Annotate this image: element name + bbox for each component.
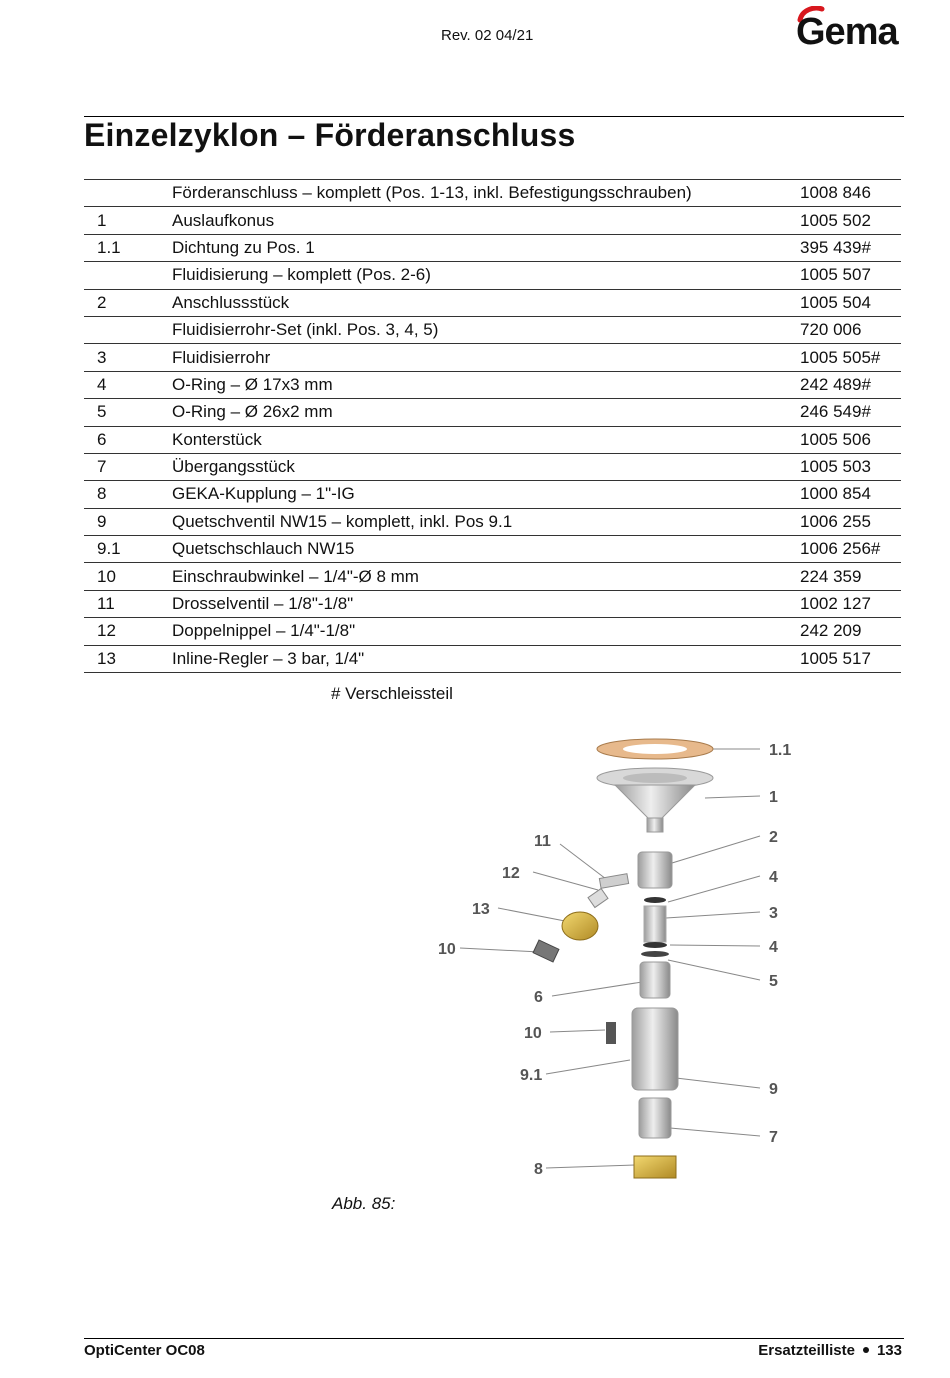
part-position: 5 xyxy=(97,402,107,422)
footer-rule xyxy=(84,1338,904,1339)
counter-piece-part xyxy=(640,962,670,998)
figure-callout-label: 4 xyxy=(769,869,778,886)
table-row xyxy=(84,262,901,289)
part-article-number: 1005 503 xyxy=(800,457,871,477)
part-article-number: 1006 256# xyxy=(800,539,881,559)
figure-callout-label: 6 xyxy=(534,989,543,1006)
part-article-number: 246 549# xyxy=(800,402,871,422)
part-article-number: 1002 127 xyxy=(800,594,871,614)
part-description: Quetschschlauch NW15 xyxy=(172,539,355,559)
table-row xyxy=(84,618,901,645)
part-description: Fluidisierrohr-Set (inkl. Pos. 3, 4, 5) xyxy=(172,320,439,340)
part-description: Fluidisierung – komplett (Pos. 2-6) xyxy=(172,265,431,285)
throttle-valve-part xyxy=(599,874,628,889)
part-position: 9 xyxy=(97,511,107,531)
geka-coupling-part xyxy=(634,1156,676,1178)
part-description: Dichtung zu Pos. 1 xyxy=(172,237,315,257)
part-description: Übergangsstück xyxy=(172,457,295,477)
part-position: 1.1 xyxy=(97,237,121,257)
table-row xyxy=(84,426,901,453)
fluidising-tube-part xyxy=(644,906,666,942)
part-position: 7 xyxy=(97,457,107,477)
part-description: Inline-Regler – 3 bar, 1/4" xyxy=(172,648,365,668)
part-article-number: 720 006 xyxy=(800,320,862,340)
part-position: 9.1 xyxy=(97,539,121,559)
part-article-number: 1005 507 xyxy=(800,265,871,285)
part-position xyxy=(84,180,172,207)
figure-callout-label: 9 xyxy=(769,1081,778,1098)
figure-callout-label: 9.1 xyxy=(520,1067,543,1084)
revision-label: Rev. 02 04/21 xyxy=(441,27,534,44)
inline-regulator-part xyxy=(562,912,598,940)
part-position xyxy=(84,316,172,343)
footer-section: Ersatzteilliste xyxy=(758,1342,855,1359)
part-position: 11 xyxy=(97,594,115,614)
figure-callout-label: 10 xyxy=(524,1025,542,1042)
figure-callout-label: 7 xyxy=(769,1129,778,1146)
table-row xyxy=(84,180,901,207)
part-article-number: 224 359 xyxy=(800,566,862,586)
part-description: O-Ring – Ø 26x2 mm xyxy=(172,402,333,422)
pinch-valve-part xyxy=(632,1008,678,1090)
part-description: O-Ring – Ø 17x3 mm xyxy=(172,374,333,394)
part-description: Einschraubwinkel – 1/4"-Ø 8 mm xyxy=(172,566,419,586)
exploded-view-figure xyxy=(430,730,810,1200)
part-article-number: 1000 854 xyxy=(800,484,871,504)
figure-callout-label: 1.1 xyxy=(769,742,792,759)
figure-callout-label: 1 xyxy=(769,789,778,806)
part-position: 12 xyxy=(97,621,116,641)
part-article-number: 1005 504 xyxy=(800,292,871,312)
bullet-icon xyxy=(863,1347,869,1353)
part-description: Quetschventil NW15 – komplett, inkl. Pos 9.1 xyxy=(172,511,513,531)
table-row xyxy=(84,371,901,398)
part-position: 8 xyxy=(97,484,107,504)
figure-callout-label: 8 xyxy=(534,1161,543,1178)
o-ring-part xyxy=(644,897,666,903)
connector-part xyxy=(638,852,672,888)
part-article-number: 1005 502 xyxy=(800,210,871,230)
part-position xyxy=(84,262,172,289)
footer-page-number: 133 xyxy=(876,1342,902,1359)
gema-logo xyxy=(792,6,904,50)
part-position: 6 xyxy=(97,429,107,449)
part-article-number: 1005 506 xyxy=(800,429,871,449)
part-description: Förderanschluss – komplett (Pos. 1-13, inkl. Befestigungsschrauben) xyxy=(172,183,692,203)
footer-section-page xyxy=(758,1342,902,1359)
table-row xyxy=(84,536,901,563)
table-row xyxy=(84,289,901,316)
page-title: Einzelzyklon – Förderanschluss xyxy=(84,117,576,153)
part-position: 13 xyxy=(97,648,116,668)
table-row xyxy=(84,645,901,672)
part-description: GEKA-Kupplung – 1"-IG xyxy=(172,484,355,504)
part-description: Fluidisierrohr xyxy=(172,347,271,367)
table-row xyxy=(84,399,901,426)
part-description: Anschlussstück xyxy=(172,292,290,312)
figure-callout-label: 11 xyxy=(534,833,551,850)
table-row xyxy=(84,234,901,261)
figure-callout-label: 13 xyxy=(472,901,490,918)
part-article-number: 1006 255 xyxy=(800,511,871,531)
part-article-number: 395 439# xyxy=(800,237,871,257)
part-description: Doppelnippel – 1/4"-1/8" xyxy=(172,621,356,641)
figure-callout-label: 4 xyxy=(769,939,778,956)
part-article-number: 242 489# xyxy=(800,374,871,394)
part-article-number: 1005 517 xyxy=(800,648,871,668)
transition-piece-part xyxy=(639,1098,671,1138)
table-row xyxy=(84,481,901,508)
table-row xyxy=(84,207,901,234)
part-description: Drosselventil – 1/8"-1/8" xyxy=(172,594,354,614)
part-description: Auslaufkonus xyxy=(172,210,275,230)
figure-callout-label: 3 xyxy=(769,905,778,922)
part-position: 1 xyxy=(97,210,107,230)
leader-lines xyxy=(460,749,760,1168)
part-article-number: 1005 505# xyxy=(800,347,881,367)
figure-callout-label: 5 xyxy=(769,973,778,990)
parts-table xyxy=(84,179,901,673)
part-description: Konterstück xyxy=(172,429,262,449)
footer-product: OptiCenter OC08 xyxy=(84,1342,205,1359)
table-row xyxy=(84,344,901,371)
wear-part-note: # Verschleissteil xyxy=(331,684,453,703)
table-row xyxy=(84,590,901,617)
figure-caption: Abb. 85: xyxy=(332,1194,396,1213)
table-row xyxy=(84,453,901,480)
part-position: 4 xyxy=(97,374,107,394)
figure-callout-label: 10 xyxy=(438,941,456,958)
part-article-number: 242 209 xyxy=(800,621,862,641)
table-row xyxy=(84,563,901,590)
part-position: 2 xyxy=(97,292,107,312)
figure-callout-label: 12 xyxy=(502,865,520,882)
table-row xyxy=(84,316,901,343)
part-position: 3 xyxy=(97,347,107,367)
svg-text:Gema: Gema xyxy=(796,11,898,50)
figure-callout-label: 2 xyxy=(769,829,778,846)
part-position: 10 xyxy=(97,566,116,586)
part-article-number: 1008 846 xyxy=(800,183,871,203)
table-row xyxy=(84,508,901,535)
